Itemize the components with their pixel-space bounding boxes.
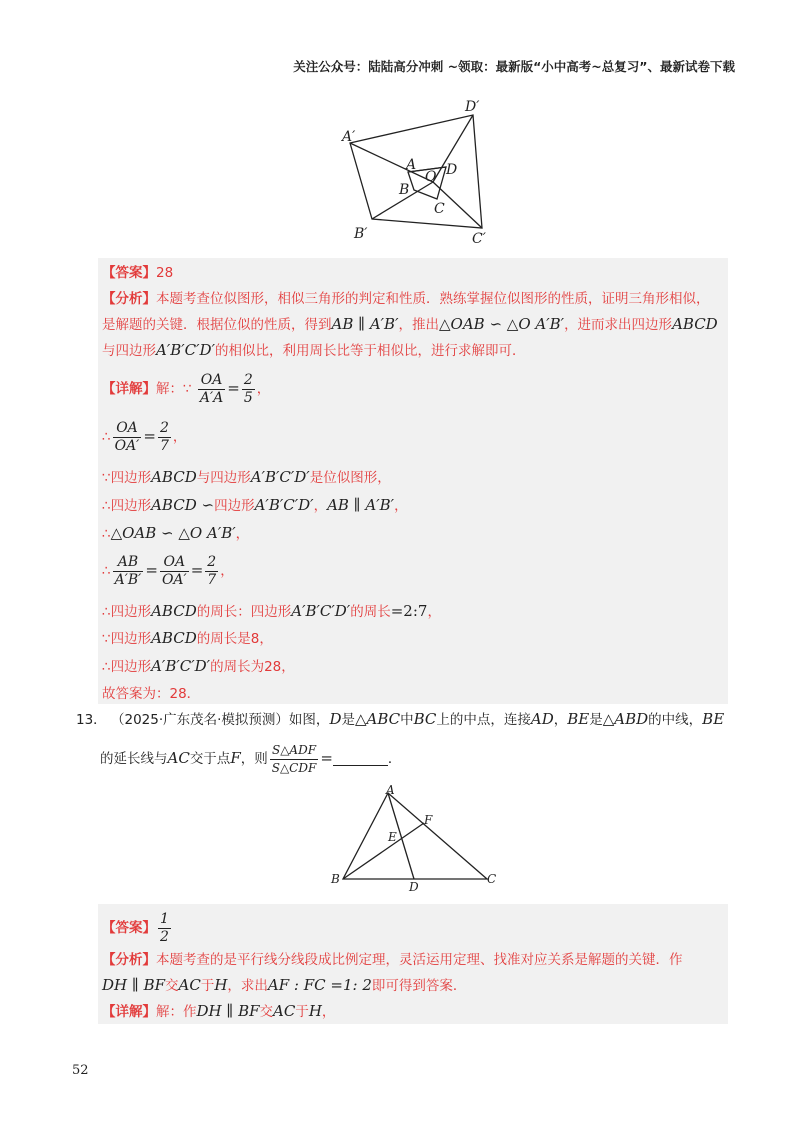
- detail-1-line6: ∴ $\frac{AB}{A'B'}$ = $\frac{OA}{OA'}$ = $\frac{2}{7}$ ，: [102, 553, 234, 588]
- label-A-prime: A′: [342, 129, 356, 145]
- label-A2: A: [386, 785, 395, 797]
- detail-1-line5: ∴△OAB ∽ △O A′B′，: [102, 524, 250, 542]
- label-D-prime: D′: [465, 99, 480, 115]
- detail-1-line7: ∴四边形ABCD的周长：四边形A′B′C′D′的周长=2:7，: [102, 602, 441, 620]
- label-O: O: [425, 169, 437, 185]
- page-number: 52: [72, 1063, 89, 1078]
- label-C-prime: C′: [472, 231, 486, 245]
- analysis-1-line3: 与四边形A′B′C′D′的相似比，利用周长比等于相似比，进行求解即可．: [102, 341, 526, 359]
- page-header: 关注公众号：陆陆高分冲刺 ~领取：最新版“小中高考~总复习”、最新试卷下载: [293, 59, 735, 74]
- question-13-line1: 13． （2025·广东茂名·模拟预测）如图，D是△ABC中BC上的中点，连接AD，BE是△ABD的中线，BE: [76, 710, 725, 728]
- analysis-2-line1: 【分析】本题考查的是平行线分线段成比例定理，灵活运用定理、找准对应关系是解题的关键．作: [102, 952, 683, 968]
- analysis-1-line2: 是解题的关键．根据位似的性质，得到AB ∥ A′B′，推出△OAB ∽ △O A′B′，进而求出四边形ABCD: [102, 315, 718, 333]
- detail-1-line1: 【详解】解：∵ $\frac{OA}{A'A}$ = $\frac{2}{5}$ ，: [102, 371, 271, 406]
- similar-quadrilaterals-figure: [330, 95, 500, 245]
- label-D2: D: [409, 880, 419, 894]
- detail-1-line9: ∴四边形A′B′C′D′的周长为28，: [102, 657, 295, 675]
- detail-1-line2: ∴ $\frac{OA}{OA'}$ = $\frac{2}{7}$ ，: [102, 419, 187, 454]
- answer-2: 【答案】 $\frac{1}{2}$: [102, 910, 169, 945]
- analysis-2-line2: DH ∥ BF交AC于H，求出AF : FC =1: 2即可得到答案．: [102, 976, 467, 994]
- detail-2-line1: 【详解】解：作DH ∥ BF交AC于H，: [102, 1002, 336, 1020]
- label-B: B: [399, 182, 410, 198]
- analysis-1-line1: 【分析】本题考查位似图形，相似三角形的判定和性质．熟练掌握位似图形的性质，证明三角形相似，: [102, 291, 710, 307]
- label-C2: C: [487, 872, 497, 886]
- label-C: C: [434, 201, 445, 217]
- triangle-figure: [325, 785, 505, 895]
- answer-blank: [333, 765, 388, 766]
- label-E: E: [388, 830, 397, 844]
- detail-1-line4: ∴四边形ABCD ∽四边形A′B′C′D′，AB ∥ A′B′，: [102, 496, 408, 514]
- final-answer-1: 故答案为：28．: [102, 686, 201, 702]
- label-B2: B: [331, 872, 340, 886]
- label-A: A: [406, 157, 417, 173]
- label-B-prime: B′: [354, 226, 368, 242]
- label-F: F: [424, 813, 433, 827]
- detail-1-line8: ∵四边形ABCD的周长是8，: [102, 629, 273, 647]
- label-D: D: [446, 162, 458, 178]
- question-13-line2: 的延长线与AC交于点F，则 $\frac{\text{S△ADF}}{\text{S△CDF}}$ = ．: [100, 742, 402, 775]
- answer-1: 【答案】28: [102, 265, 174, 281]
- detail-1-line3: ∵四边形ABCD与四边形A′B′C′D′是位似图形，: [102, 468, 391, 486]
